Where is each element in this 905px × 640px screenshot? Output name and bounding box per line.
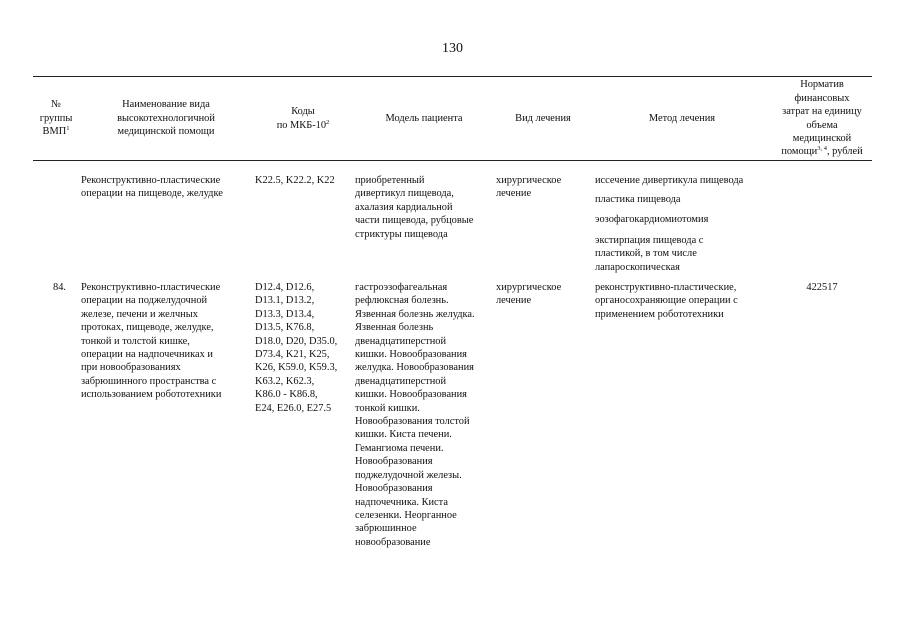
row-care-type: Реконструктивно-пластические операции на поджелудочной железе, печени и желчных протоках, пищеводе, желудке, тонкой и толстой кишке, операции на надпочечниках и при новообразованиях забрюшинного пространства с использованием робототехники (81, 282, 222, 401)
row-treatment-type: хирургическое лечение (496, 175, 562, 200)
row-patient-model: приобретенный дивертикул пищевода, ахалазия кардиальной части пищевода, рубцовые стриктуры пищевода (355, 175, 474, 240)
header-group-no-footnote: 1 (66, 125, 70, 133)
header-patient-model-text: Модель пациента (385, 112, 463, 124)
row-method-3: эозофагокардиомиотомия (595, 214, 709, 225)
header-group-no (33, 77, 79, 160)
row-care-type: Реконструктивно-пластические операции на пищеводе, желудке (81, 175, 223, 200)
row-method-4: экстирпация пищевода с пластикой, в том числе лапароскопическая (595, 235, 704, 273)
header-care-type (80, 77, 252, 160)
row-treatment-type: хирургическое лечение (496, 282, 562, 307)
header-treatment-method (592, 77, 772, 160)
header-treatment-method-text: Метод лечения (648, 112, 716, 124)
header-icd-codes-footnote: 2 (326, 118, 330, 126)
header-treatment-type-text: Вид лечения (515, 112, 571, 124)
row-method-1: реконструктивно-пластические, органосохраняющие операции с применением робототехники (595, 282, 738, 320)
row-icd-codes: K22.5, K22.2, K22 (255, 175, 335, 186)
header-norm-cost-footnote: 3, 4 (817, 145, 827, 153)
header-treatment-type (495, 77, 591, 160)
row-method-1: иссечение дивертикула пищевода (595, 175, 744, 186)
header-group-no-text: № группы ВМП (39, 99, 73, 138)
header-patient-model (354, 77, 494, 160)
header-icd-codes-text: Коды по МКБ-10 (276, 106, 327, 131)
row-group-no: 84. (53, 282, 66, 293)
row-method-2: пластика пищевода (595, 194, 681, 205)
header-norm-cost-text: Норматив финансовых затрат на единицу объема медицинской помощи (781, 79, 862, 158)
header-bottom-rule (33, 160, 872, 161)
page-number: 130 (442, 41, 463, 56)
row-norm-cost: 422517 (806, 282, 838, 293)
header-norm-cost-tail: , рублей (826, 146, 863, 158)
row-icd-codes: D12.4, D12.6, D13.1, D13.2, D13.3, D13.4, D13.5, K76.8, D18.0, D20, D35.0, D73.4, K21, K25, K26, K59.0, K59.3, K63.2, K62.3, K86.0 - K86.8, E24, E26.0, E27.5 (255, 282, 338, 414)
header-care-type-text: Наименование вида высокотехнологичной медицинской помощи (117, 99, 215, 138)
header-norm-cost (772, 77, 872, 160)
row-patient-model: гастроэзофагеальная рефлюксная болезнь. Язвенная болезнь желудка. Язвенная болезнь двенадцатиперстной кишки. Новообразования желудка. Новообразования двенадцатиперстной кишки. Новообразования тонкой кишки. Новообразования толстой кишки. Киста печени. Гемангиома печени. Новообразования поджелудочной железы. Новообразования надпочечника. Киста селезенки. Неорганное забрюшинное новообразование (355, 282, 475, 548)
header-icd-codes (253, 77, 353, 160)
